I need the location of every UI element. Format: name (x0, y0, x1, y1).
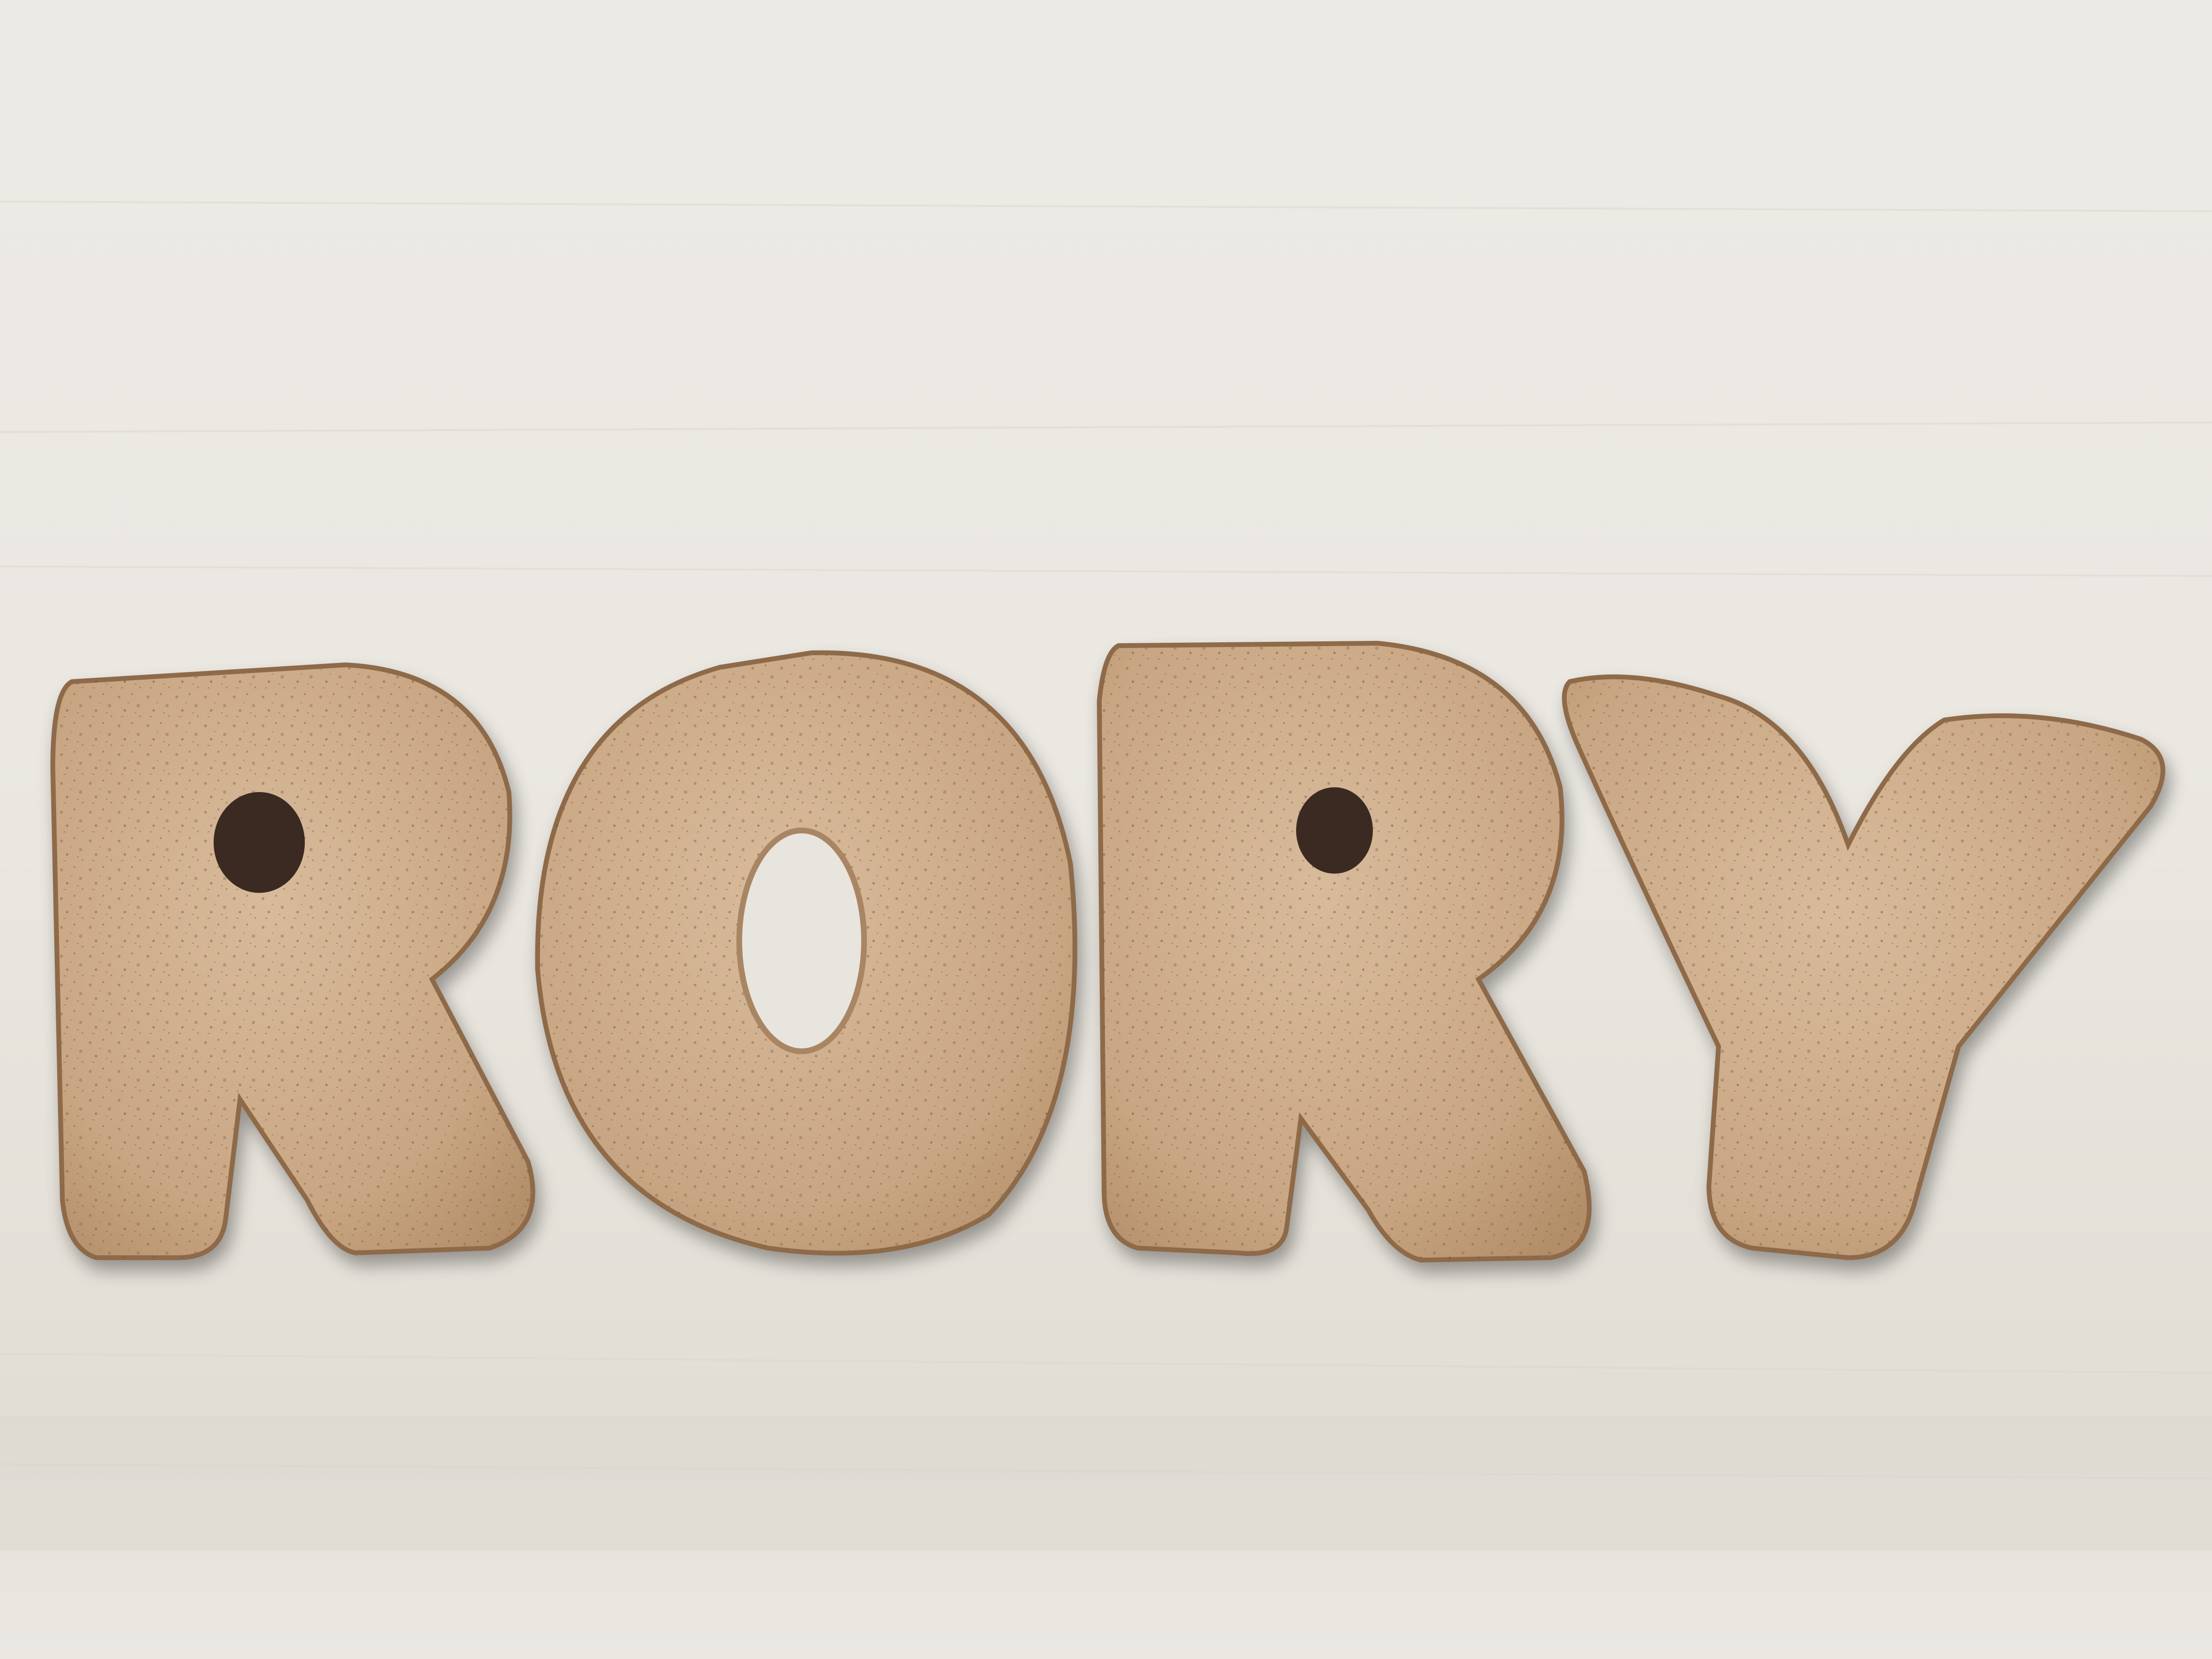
r-cookie-hole (1296, 787, 1373, 874)
r-cookie-hole (214, 792, 305, 893)
cookie-letter-o (538, 653, 1075, 1253)
table-shadow-band (0, 1416, 2212, 1551)
o-cookie-hole (739, 830, 864, 1051)
